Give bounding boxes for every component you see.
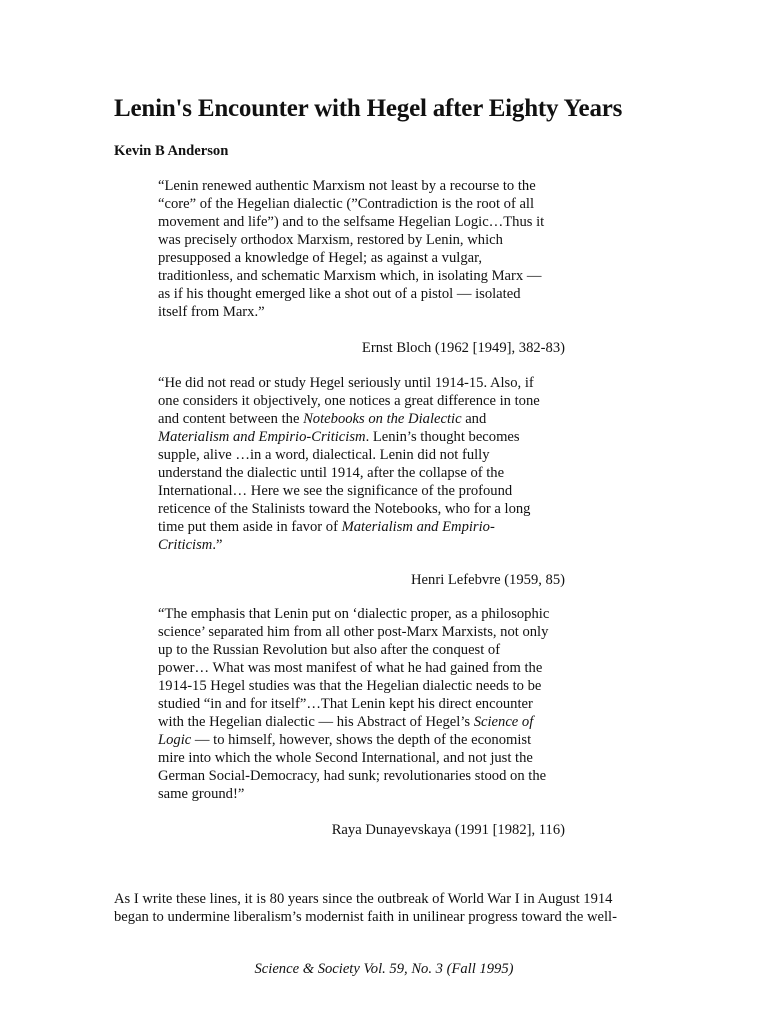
text-segment: studied “in and for itself”…That Lenin kept his direct encounter xyxy=(158,696,533,712)
body-line: began to undermine liberalism’s modernist faith in unilinear progress toward the well- xyxy=(114,909,617,925)
epigraph-line xyxy=(158,446,578,464)
text-segment: “core” of the Hegelian dialectic (”Contradiction is the root of all xyxy=(158,196,535,212)
text-segment: itself from Marx.” xyxy=(158,304,265,320)
text-segment: reticence of the Stalinists toward the Notebooks, who for a long xyxy=(158,501,531,517)
italic-title: Logic xyxy=(158,732,192,748)
italic-title: Notebooks on the Dialectic xyxy=(303,411,462,427)
text-segment: science’ separated him from all other post-Marx Marxists, not only xyxy=(158,624,549,640)
text-segment: . Lenin’s thought becomes xyxy=(365,429,520,445)
italic-title: Materialism and Empirio-Criticism xyxy=(158,429,366,445)
epigraph-line xyxy=(158,500,578,518)
epigraph-attribution-bloch: Ernst Bloch (1962 [1949], 382-83) xyxy=(361,340,565,356)
text-segment: was precisely orthodox Marxism, restored by Lenin, which xyxy=(158,232,503,248)
text-segment: supple, alive …in a word, dialectical. Lenin did not fully xyxy=(158,447,490,463)
text-segment: and content between the xyxy=(158,411,304,427)
epigraph-line xyxy=(158,605,578,623)
text-segment: — to himself, however, shows the depth of the economist xyxy=(191,732,532,748)
epigraph-line xyxy=(158,464,578,482)
epigraph-lefebvre xyxy=(158,374,578,554)
epigraph-line xyxy=(158,267,578,285)
epigraph-line xyxy=(158,195,578,213)
text-segment: up to the Russian Revolution but also after the conquest of xyxy=(158,642,501,658)
epigraph-line xyxy=(158,482,578,500)
epigraph-line xyxy=(158,641,578,659)
text-segment: German Social-Democracy, had sunk; revolutionaries stood on the xyxy=(158,768,547,784)
text-segment: time put them aside in favor of xyxy=(158,519,342,535)
epigraph-bloch xyxy=(158,177,578,321)
body-line: As I write these lines, it is 80 years since the outbreak of World War I in August 1914 xyxy=(114,891,613,907)
article-author: Kevin B Anderson xyxy=(114,143,229,159)
text-segment: “Lenin renewed authentic Marxism not least by a recourse to the xyxy=(158,178,536,194)
epigraph-line xyxy=(158,410,578,428)
epigraph-line xyxy=(158,285,578,303)
epigraph-line xyxy=(158,249,578,267)
epigraph-line xyxy=(158,695,578,713)
epigraph-line xyxy=(158,767,578,785)
text-segment: movement and life”) and to the selfsame Hegelian Logic…Thus it xyxy=(158,214,545,230)
text-segment: one considers it objectively, one notices a great difference in tone xyxy=(158,393,540,409)
text-segment: same ground!” xyxy=(158,786,245,802)
epigraph-line xyxy=(158,536,578,554)
epigraph-line xyxy=(158,713,578,731)
epigraph-line xyxy=(158,303,578,321)
epigraph-line xyxy=(158,177,578,195)
epigraph-attribution-lefebvre: Henri Lefebvre (1959, 85) xyxy=(411,572,565,588)
epigraph-line xyxy=(158,428,578,446)
epigraph-line xyxy=(158,374,578,392)
epigraph-line xyxy=(158,623,578,641)
text-segment: with the Hegelian dialectic — his Abstract of Hegel’s xyxy=(158,714,474,730)
text-segment: understand the dialectic until 1914, after the collapse of the xyxy=(158,465,505,481)
epigraph-line xyxy=(158,749,578,767)
text-segment: “The emphasis that Lenin put on ‘dialectic proper, as a philosophic xyxy=(158,606,550,622)
body-paragraph xyxy=(114,890,654,926)
epigraph-line xyxy=(158,392,578,410)
epigraph-line xyxy=(158,659,578,677)
italic-title: Science of xyxy=(473,714,534,730)
epigraph-line xyxy=(158,677,578,695)
text-segment: and xyxy=(461,411,487,427)
epigraph-line xyxy=(158,231,578,249)
text-segment: International… Here we see the significance of the profound xyxy=(158,483,513,499)
epigraph-line xyxy=(158,731,578,749)
epigraph-line xyxy=(158,213,578,231)
text-segment: traditionless, and schematic Marxism which, in isolating Marx — xyxy=(158,268,542,284)
text-segment: power… What was most manifest of what he had gained from the xyxy=(158,660,543,676)
text-segment: .” xyxy=(212,537,223,553)
italic-title: Criticism xyxy=(158,537,213,553)
text-segment: mire into which the whole Second International, and not just the xyxy=(158,750,533,766)
text-segment: “He did not read or study Hegel seriously until 1914-15. Also, if xyxy=(158,375,534,391)
epigraph-attribution-dunayevskaya: Raya Dunayevskaya (1991 [1982], 116) xyxy=(331,822,565,838)
epigraph-line xyxy=(158,785,578,803)
article-title: Lenin's Encounter with Hegel after Eighty Years xyxy=(114,95,623,122)
journal-citation-footer: Science & Society Vol. 59, No. 3 (Fall 1995) xyxy=(254,961,514,977)
italic-title: Materialism and Empirio- xyxy=(341,519,495,535)
epigraph-dunayevskaya xyxy=(158,605,578,803)
text-segment: 1914-15 Hegel studies was that the Hegelian dialectic needs to be xyxy=(158,678,542,694)
epigraph-line xyxy=(158,518,578,536)
text-segment: as if his thought emerged like a shot out of a pistol — isolated xyxy=(158,286,521,302)
text-segment: presupposed a knowledge of Hegel; as against a vulgar, xyxy=(158,250,483,266)
